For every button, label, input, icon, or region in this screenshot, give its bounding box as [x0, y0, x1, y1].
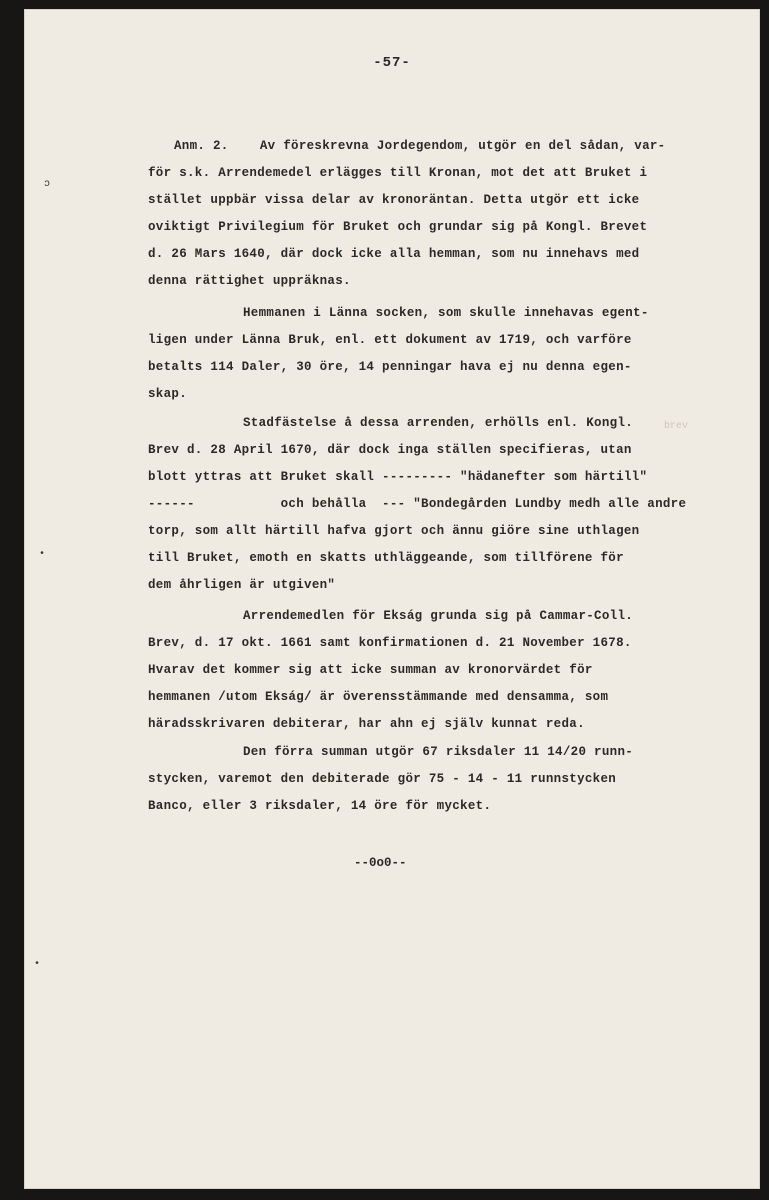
text-line: ------ och behålla --- "Bondegården Lundby medh alle andre [148, 497, 687, 511]
text-line: skap. [148, 387, 188, 401]
text-line: för s.k. Arrendemedel erlägges till Kronan, mot det att Bruket i [148, 166, 648, 180]
text-line: hemmanen /utom Ekság/ är överensstämmande med densamma, som [148, 690, 609, 704]
text-line: dem åhrligen är utgiven" [148, 578, 336, 592]
text-line: denna rättighet uppräknas. [148, 274, 351, 288]
text-line: Brev, d. 17 okt. 1661 samt konfirmationen d. 21 November 1678. [148, 636, 632, 650]
text-line: Arrendemedlen för Ekság grunda sig på Cammar-Coll. [243, 609, 634, 623]
text-line: Stadfästelse å dessa arrenden, erhölls enl. Kongl. [243, 416, 634, 430]
text-line: ligen under Länna Bruk, enl. ett dokument av 1719, och varföre [148, 333, 632, 347]
scan-mark: • [39, 549, 46, 560]
text-line: d. 26 Mars 1640, där dock icke alla hemman, som nu innehavs med [148, 247, 640, 261]
text-line: Banco, eller 3 riksdaler, 14 öre för mycket. [148, 799, 492, 813]
text-line: stycken, varemot den debiterade gör 75 - 14 - 11 runnstycken [148, 772, 617, 786]
text-line: Anm. 2. Av föreskrevna Jordegendom, utgör en del sådan, var- [174, 139, 666, 153]
text-line: stället uppbär vissa delar av kronoräntan. Detta utgör ett icke [148, 193, 640, 207]
text-line: häradsskrivaren debiterar, har ahn ej själv kunnat reda. [148, 717, 585, 731]
text-line: betalts 114 Daler, 30 öre, 14 penningar hava ej nu denna egen- [148, 360, 632, 374]
text-line: oviktigt Privilegium för Bruket och grundar sig på Kongl. Brevet [148, 220, 648, 234]
text-line: Den förra summan utgör 67 riksdaler 11 14/20 runn- [243, 745, 634, 759]
text-line: Hvarav det kommer sig att icke summan av kronorvärdet för [148, 663, 593, 677]
scan-mark: ɔ [44, 179, 51, 190]
text-line: torp, som allt härtill hafva gjort och ännu giöre sine uthlagen [148, 524, 640, 538]
page-number: -57- [373, 55, 411, 71]
text-line: blott yttras att Bruket skall --------- "hädanefter som härtill" [148, 470, 648, 484]
text-line: till Bruket, emoth en skatts uthläggeande, som tillförene för [148, 551, 624, 565]
document-page [24, 9, 760, 1189]
show-through-text: brev [664, 421, 689, 432]
text-line: Hemmanen i Länna socken, som skulle innehavas egent- [243, 306, 649, 320]
closing-mark: --0o0-- [354, 856, 407, 870]
text-line: Brev d. 28 April 1670, där dock inga ställen specifieras, utan [148, 443, 632, 457]
scan-mark: • [34, 959, 41, 970]
